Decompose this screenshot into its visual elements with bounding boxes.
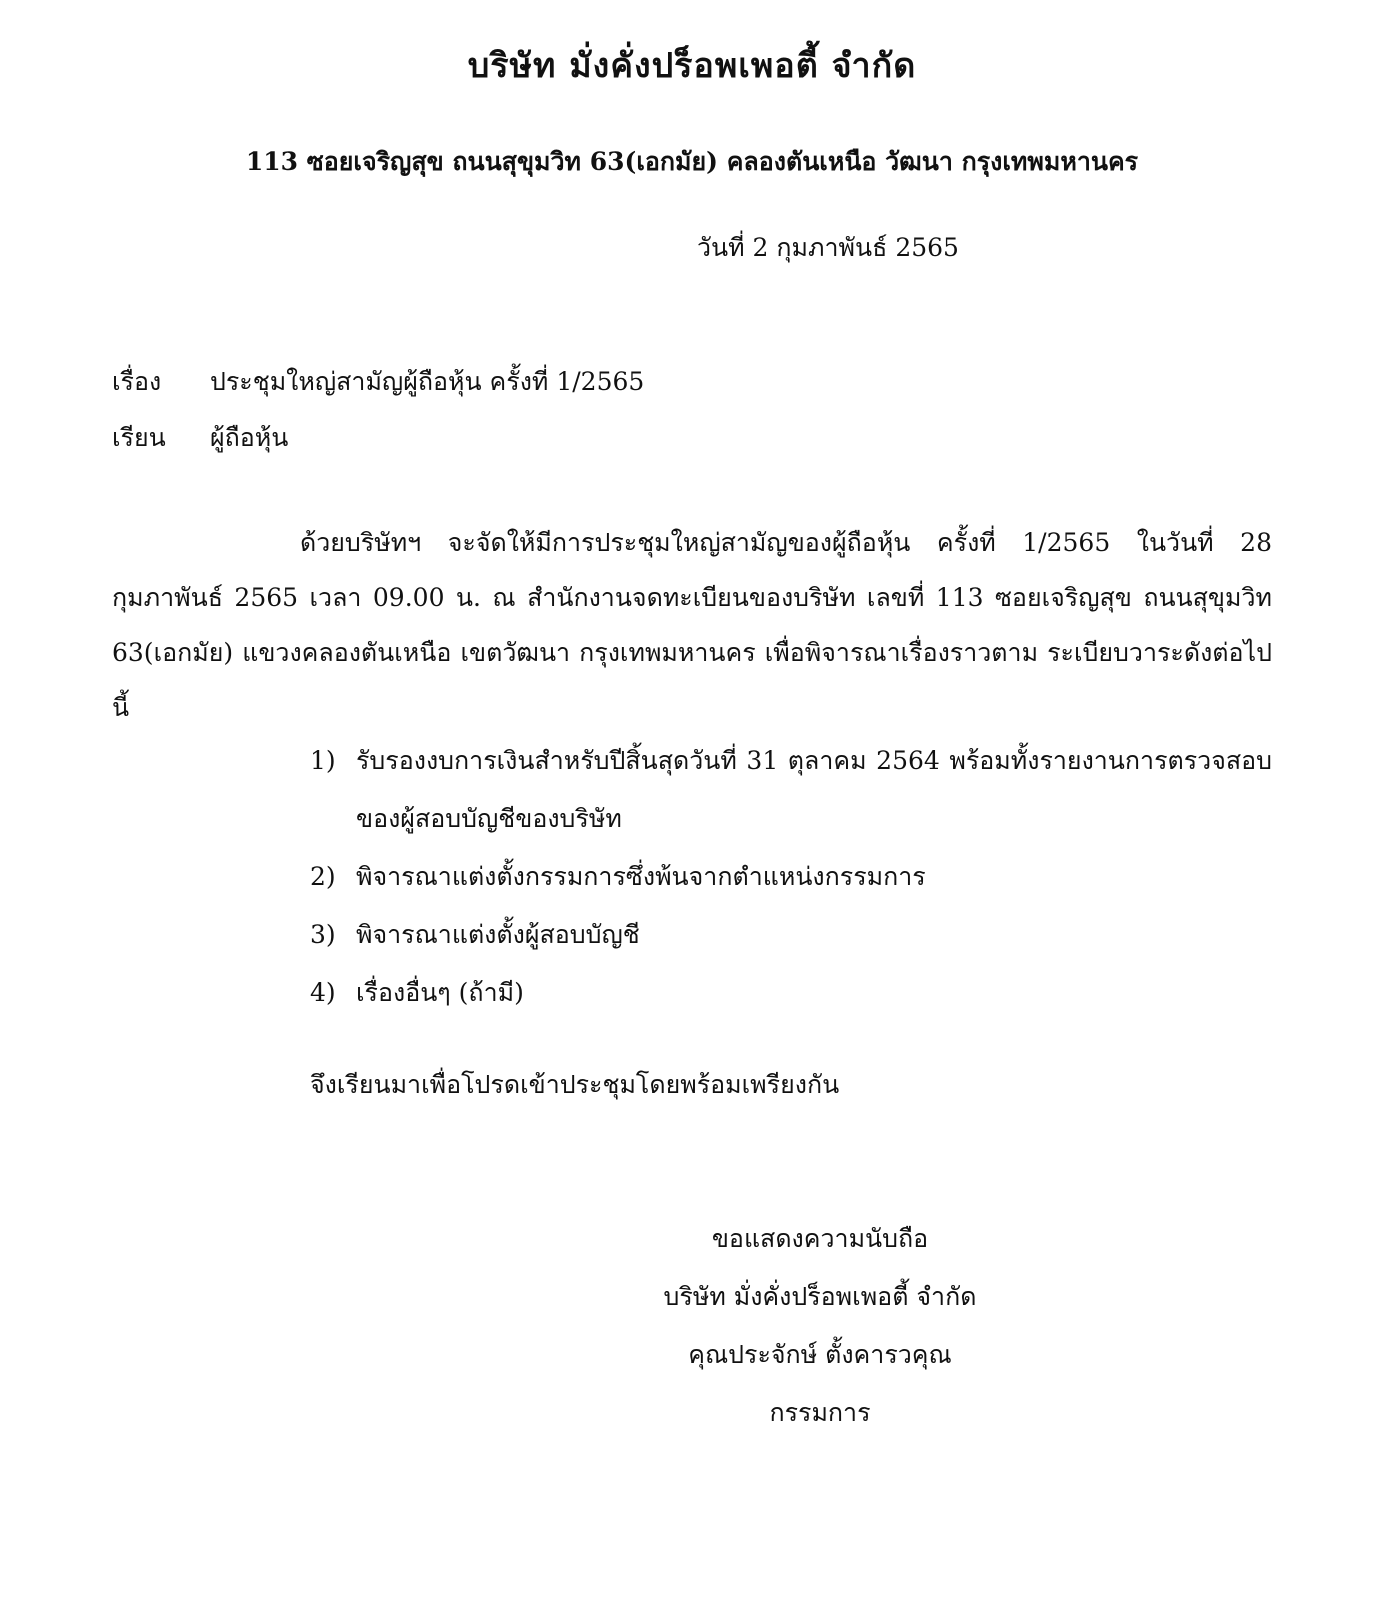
recipient-label: เรียน [112,423,166,452]
recipient-text: ผู้ถือหุ้น [210,423,289,452]
signature-position: กรรมการ [769,1398,871,1427]
agenda-number: 3) [310,920,336,949]
agenda-item [310,848,1272,906]
letter-date: วันที่ 2 กุมภาพันธ์ 2565 [697,233,959,262]
agenda-text: เรื่องอื่นๆ (ถ้ามี) [356,978,524,1007]
agenda-number: 4) [310,978,336,1007]
body-paragraph: ด้วยบริษัทฯ จะจัดให้มีการประชุมใหญ่สามัญของผู้ถือหุ้น ครั้งที่ 1/2565 ในวันที่ 28 กุมภาพันธ์ 2565 เวลา 09.00 น. ณ สำนักงานจดทะเบียนของบริษัท เลขที่ 113 ซอยเจริญสุข ถนนสุขุมวิท 63(เอกมัย) แขวงคลองตันเหนือ เขตวัฒนา กรุงเทพมหานคร เพื่อพิจารณาเรื่องราวตาม ระเบียบวาระดังต่อไปนี้ [112,528,1272,722]
agenda-text: รับรองงบการเงินสำหรับปีสิ้นสุดวันที่ 31 ตุลาคม 2564 พร้อมทั้งรายงานการตรวจสอบของผู้สอบบัญชีของบริษัท [356,746,1272,833]
agenda-text: พิจารณาแต่งตั้งกรรมการซึ่งพ้นจากตำแหน่งกรรมการ [356,862,926,891]
signature-signer: คุณประจักษ์ ตั้งคารวคุณ [688,1340,952,1369]
subject-row [112,362,644,402]
agenda-item [310,964,1272,1022]
agenda-list [310,732,1272,1022]
subject-text: ประชุมใหญ่สามัญผู้ถือหุ้น ครั้งที่ 1/2565 [210,367,645,396]
agenda-item [310,732,1272,848]
company-address: 113 ซอยเจริญสุข ถนนสุขุมวิท 63(เอกมัย) คลองตันเหนือ วัฒนา กรุงเทพมหานคร [245,147,1139,176]
closing-line: จึงเรียนมาเพื่อโปรดเข้าประชุมโดยพร้อมเพรียงกัน [310,1070,840,1099]
recipient-row [112,418,288,458]
agenda-number: 1) [310,746,336,775]
company-name: บริษัท มั่งคั่งปร็อพเพอตี้ จำกัด [467,46,917,86]
agenda-number: 2) [310,862,336,891]
subject-label: เรื่อง [112,367,162,396]
agenda-item [310,906,1272,964]
signature-regards: ขอแสดงความนับถือ [711,1224,929,1253]
signature-block [540,1210,1100,1442]
agenda-text: พิจารณาแต่งตั้งผู้สอบบัญชี [356,920,640,949]
signature-company: บริษัท มั่งคั่งปร็อพเพอตี้ จำกัด [663,1282,977,1311]
